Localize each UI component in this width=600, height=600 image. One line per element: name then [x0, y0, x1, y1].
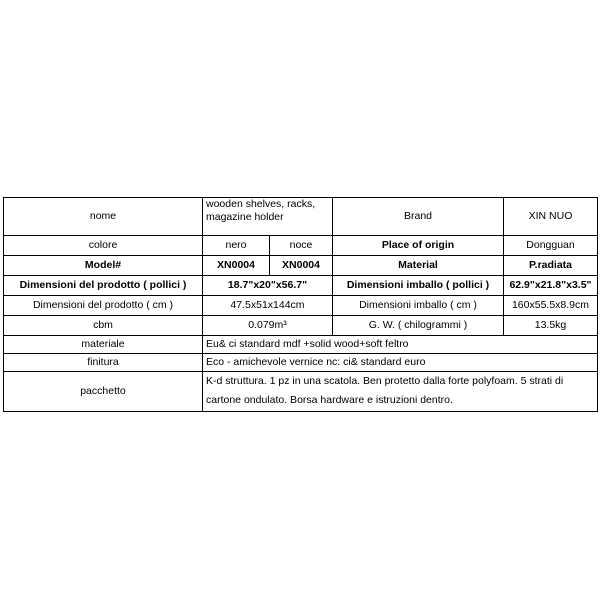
- value-dim-imballo-cm: 160x55.5x8.9cm: [504, 296, 598, 316]
- value-nome: wooden shelves, racks, magazine holder: [203, 198, 333, 236]
- table-row: [4, 296, 598, 316]
- value-colore-noce: noce: [270, 236, 333, 256]
- label-place-of-origin: Place of origin: [333, 236, 504, 256]
- value-dim-prodotto-cm: 47.5x51x144cm: [203, 296, 333, 316]
- table-row: [4, 276, 598, 296]
- value-model-2: XN0004: [270, 256, 333, 276]
- value-finitura: Eco - amichevole vernice nc: ci& standard euro: [203, 354, 598, 372]
- table-row: [4, 198, 598, 236]
- value-material: P.radiata: [504, 256, 598, 276]
- label-dim-prodotto-cm: Dimensioni del prodotto ( cm ): [4, 296, 203, 316]
- value-colore-nero: nero: [203, 236, 270, 256]
- label-pacchetto: pacchetto: [4, 372, 203, 412]
- label-brand: Brand: [333, 198, 504, 236]
- value-brand: XIN NUO: [504, 198, 598, 236]
- value-gross-weight: 13.5kg: [504, 316, 598, 336]
- table-row: [4, 336, 598, 354]
- value-dim-prodotto-pollici: 18.7"x20"x56.7": [203, 276, 333, 296]
- value-cbm: 0.079m³: [203, 316, 333, 336]
- value-materiale: Eu& ci standard mdf +solid wood+soft feltro: [203, 336, 598, 354]
- label-dim-imballo-pollici: Dimensioni imballo ( pollici ): [333, 276, 504, 296]
- label-cbm: cbm: [4, 316, 203, 336]
- label-gross-weight: G. W. ( chilogrammi ): [333, 316, 504, 336]
- value-model-1: XN0004: [203, 256, 270, 276]
- table-row: [4, 372, 598, 412]
- label-finitura: finitura: [4, 354, 203, 372]
- table-row: [4, 236, 598, 256]
- table-row: [4, 256, 598, 276]
- label-dim-prodotto-pollici: Dimensioni del prodotto ( pollici ): [4, 276, 203, 296]
- label-dim-imballo-cm: Dimensioni imballo ( cm ): [333, 296, 504, 316]
- label-nome: nome: [4, 198, 203, 236]
- value-place-of-origin: Dongguan: [504, 236, 598, 256]
- label-material: Material: [333, 256, 504, 276]
- value-pacchetto: K-d struttura. 1 pz in una scatola. Ben protetto dalla forte polyfoam. 5 strati di cartone ondulato. Borsa hardware e istruzioni dentro.: [203, 372, 598, 412]
- label-model: Model#: [4, 256, 203, 276]
- value-dim-imballo-pollici: 62.9"x21.8"x3.5": [504, 276, 598, 296]
- product-spec-table: [3, 197, 598, 412]
- table-row: [4, 354, 598, 372]
- label-colore: colore: [4, 236, 203, 256]
- table-row: [4, 316, 598, 336]
- label-materiale: materiale: [4, 336, 203, 354]
